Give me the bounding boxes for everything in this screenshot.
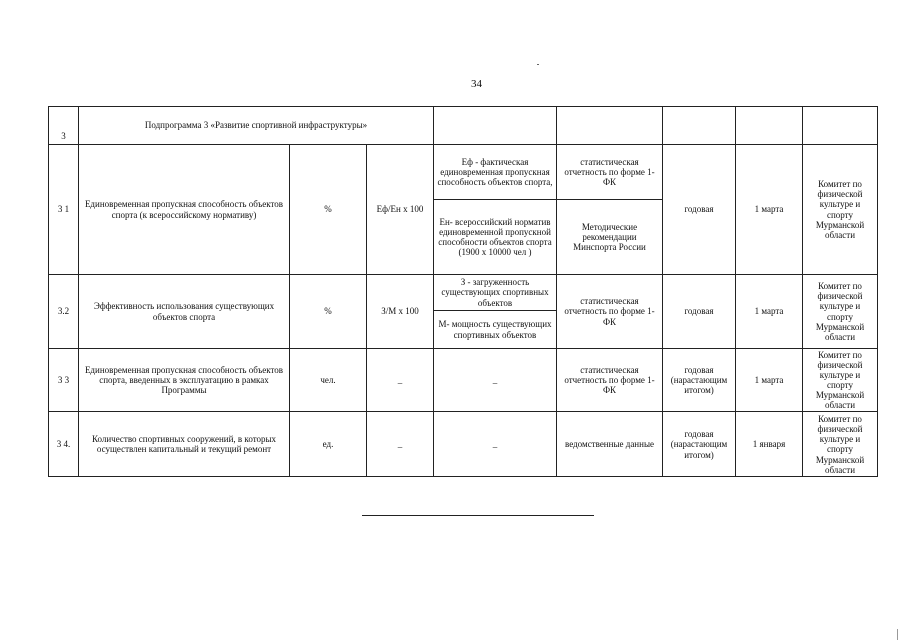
subprogram-title: Подпрограмма 3 «Развитие спортивной инфраструктуры» [79,107,434,145]
data-source: статистическая отчетность по форме 1-ФК [557,145,663,200]
empty-cell [557,107,663,145]
table-row [49,275,878,311]
empty-cell [803,107,878,145]
responsible: Комитет по физической культуре и спорту Мурманской области [803,275,878,349]
unit: чел. [290,349,367,412]
row-number: 3 3 [49,349,79,412]
formula-definition: Ен- всероссийский норматив единовременной пропускной способности объектов спорта (1900 х 10000 чел ) [434,200,557,275]
indicator-name: Количество спортивных сооружений, в которых осуществлен капитальный и текущий ремонт [79,412,290,477]
periodicity: годовая (нарастающим итогом) [663,412,736,477]
row-number: 3.2 [49,275,79,349]
formula-definition: _ [434,412,557,477]
responsible: Комитет по физической культуре и спорту Мурманской области [803,145,878,275]
table-row [49,107,878,145]
formula-definition: М- мощность существующих спортивных объектов [434,311,557,349]
periodicity: годовая (нарастающим итогом) [663,349,736,412]
row-number: 3 4. [49,412,79,477]
unit: % [290,145,367,275]
formula: Еф/Ен х 100 [367,145,434,275]
formula-definition: З - загруженность существующих спортивных объектов [434,275,557,311]
periodicity: годовая [663,145,736,275]
formula-definition: _ [434,349,557,412]
indicator-name: Единовременная пропускная способность объектов спорта, введенных в эксплуатацию в рамках Программы [79,349,290,412]
row-number: 3 [49,107,79,145]
scan-edge-mark [897,629,898,640]
deadline: 1 марта [736,349,803,412]
data-source: статистическая отчетность по форме 1-ФК [557,275,663,349]
scan-speck [537,64,539,65]
page-number: 34 [471,78,482,90]
row-number: 3 1 [49,145,79,275]
deadline: 1 марта [736,145,803,275]
empty-cell [434,107,557,145]
data-source: ведомственные данные [557,412,663,477]
table-row [49,412,878,477]
unit: ед. [290,412,367,477]
formula: _ [367,349,434,412]
table-row [49,349,878,412]
formula-definition: Еф - фактическая единовременная пропускная способность объектов спорта, [434,145,557,200]
formula: _ [367,412,434,477]
indicators-table [48,106,878,477]
formula: З/М х 100 [367,275,434,349]
empty-cell [663,107,736,145]
deadline: 1 марта [736,275,803,349]
responsible: Комитет по физической культуре и спорту Мурманской области [803,412,878,477]
periodicity: годовая [663,275,736,349]
indicator-name: Единовременная пропускная способность объектов спорта (к всероссийскому нормативу) [79,145,290,275]
responsible: Комитет по физической культуре и спорту Мурманской области [803,349,878,412]
data-source: статистическая отчетность по форме 1-ФК [557,349,663,412]
data-source: Методические рекомендации Минспорта России [557,200,663,275]
deadline: 1 января [736,412,803,477]
footer-divider [362,515,594,516]
table-row [49,145,878,200]
unit: % [290,275,367,349]
indicator-name: Эффективность использования существующих объектов спорта [79,275,290,349]
empty-cell [736,107,803,145]
